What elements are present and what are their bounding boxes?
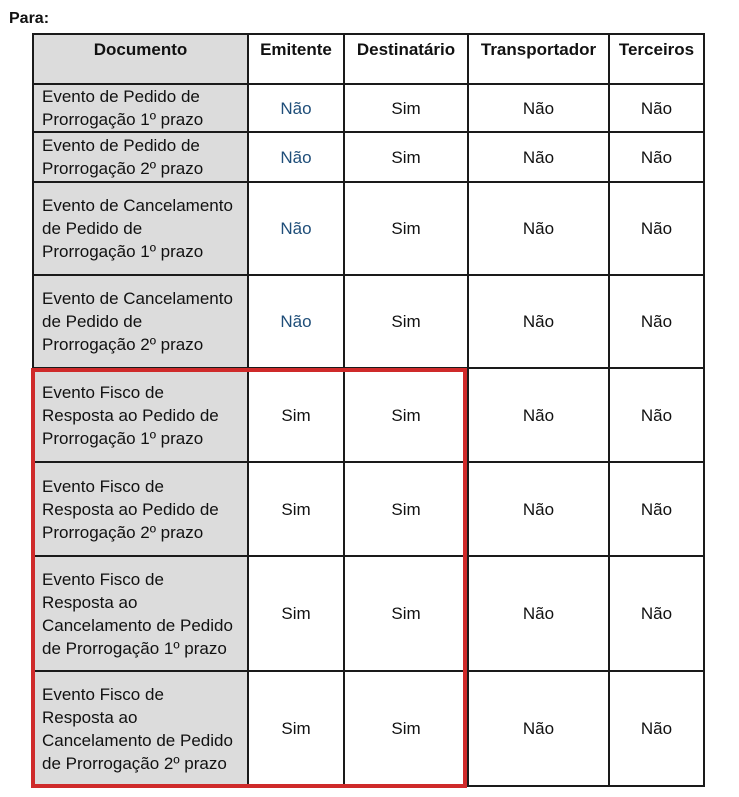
emitente-cell: Sim [248,462,344,556]
table-row [33,275,704,368]
document-cell: Evento de Cancelamento de Pedido de Prorrogação 1º prazo [33,182,248,275]
destinatario-cell: Sim [344,368,468,462]
destinatario-cell: Sim [344,275,468,368]
destinatario-cell: Sim [344,182,468,275]
table-row [33,556,704,671]
document-cell: Evento de Pedido de Prorrogação 2º prazo [33,132,248,182]
terceiros-cell: Não [609,132,704,182]
table-row [33,671,704,786]
emitente-cell: Sim [248,368,344,462]
transportador-cell: Não [468,671,609,786]
emitente-cell: Sim [248,556,344,671]
terceiros-cell: Não [609,275,704,368]
document-cell: Evento Fisco de Resposta ao Pedido de Prorrogação 1º prazo [33,368,248,462]
destinatario-cell: Sim [344,462,468,556]
column-header-emitente: Emitente [248,34,344,84]
transportador-cell: Não [468,368,609,462]
table-row [33,182,704,275]
table-row [33,84,704,132]
table-row [33,462,704,556]
table-row [33,132,704,182]
transportador-cell: Não [468,556,609,671]
destinatario-cell: Sim [344,671,468,786]
terceiros-cell: Não [609,84,704,132]
terceiros-cell: Não [609,368,704,462]
emitente-cell: Não [248,132,344,182]
document-cell: Evento Fisco de Resposta ao Pedido de Prorrogação 2º prazo [33,462,248,556]
column-header-terceiros: Terceiros [609,34,704,84]
permissions-table [32,33,705,787]
destinatario-cell: Sim [344,132,468,182]
terceiros-cell: Não [609,556,704,671]
transportador-cell: Não [468,275,609,368]
terceiros-cell: Não [609,182,704,275]
column-header-transportador: Transportador [468,34,609,84]
terceiros-cell: Não [609,462,704,556]
transportador-cell: Não [468,462,609,556]
document-cell: Evento de Cancelamento de Pedido de Prorrogação 2º prazo [33,275,248,368]
destinatario-cell: Sim [344,84,468,132]
document-cell: Evento de Pedido de Prorrogação 1º prazo [33,84,248,132]
destinatario-cell: Sim [344,556,468,671]
column-header-documento: Documento [33,34,248,84]
document-cell: Evento Fisco de Resposta ao Cancelamento de Pedido de Prorrogação 2º prazo [33,671,248,786]
column-header-destinatario: Destinatário [344,34,468,84]
section-heading: Para: [9,10,50,27]
emitente-cell: Não [248,275,344,368]
terceiros-cell: Não [609,671,704,786]
document-cell: Evento Fisco de Resposta ao Cancelamento de Pedido de Prorrogação 1º prazo [33,556,248,671]
emitente-cell: Não [248,182,344,275]
emitente-cell: Não [248,84,344,132]
table-row [33,368,704,462]
header-row [33,34,704,84]
transportador-cell: Não [468,182,609,275]
transportador-cell: Não [468,132,609,182]
transportador-cell: Não [468,84,609,132]
emitente-cell: Sim [248,671,344,786]
